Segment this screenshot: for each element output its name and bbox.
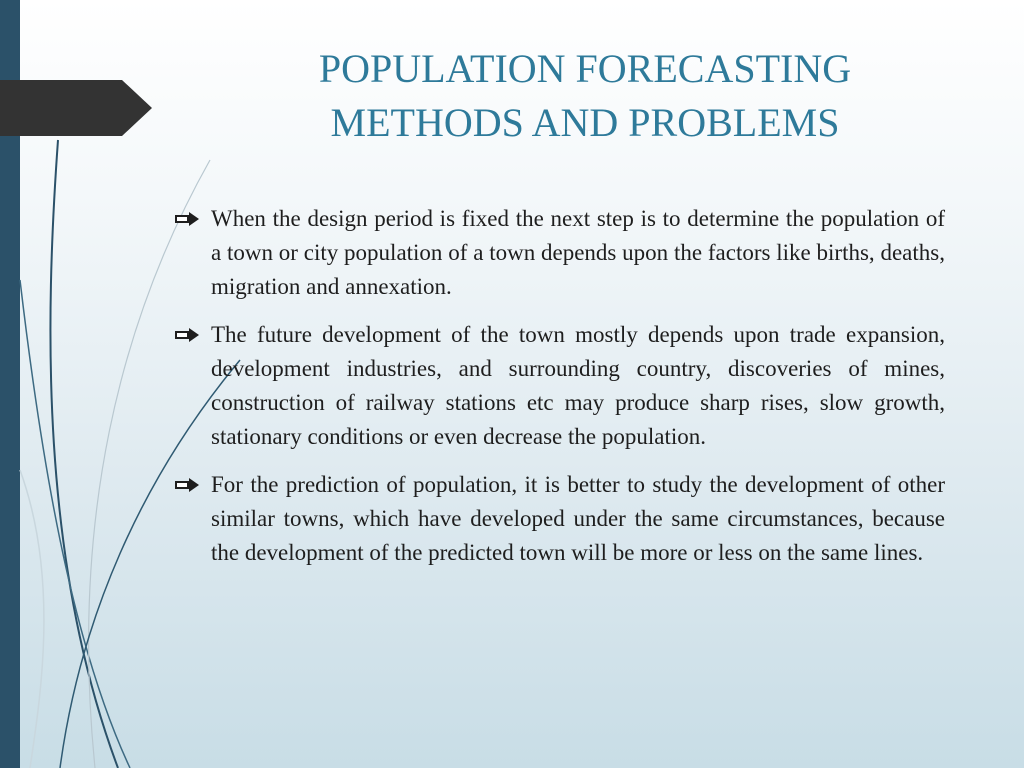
title-line-2: METHODS AND PROBLEMS	[330, 100, 840, 145]
bullet-item	[172, 318, 945, 454]
bullet-item	[172, 468, 945, 570]
bullet-list	[172, 202, 945, 584]
bullet-item	[172, 202, 945, 304]
slide-title	[240, 42, 930, 150]
title-line-1: POPULATION FORECASTING	[318, 46, 852, 91]
arrow-right-icon	[175, 478, 199, 492]
bullet-text: When the design period is fixed the next step is to determine the population of a town or city population of a town depends upon the factors like births, deaths, migration and annexation.	[211, 206, 945, 299]
arrow-right-icon	[175, 212, 199, 226]
arrow-right-icon	[175, 328, 199, 342]
bullet-text: The future development of the town mostly depends upon trade expansion, development industries, and surrounding country, discoveries of mines, construction of railway stations etc may produce sharp rises, slow growth, stationary conditions or even decrease the population.	[211, 322, 945, 449]
bullet-text: For the prediction of population, it is better to study the development of other similar towns, which have developed under the same circumstances, because the development of the predicted town will be more or less on the same lines.	[211, 472, 945, 565]
